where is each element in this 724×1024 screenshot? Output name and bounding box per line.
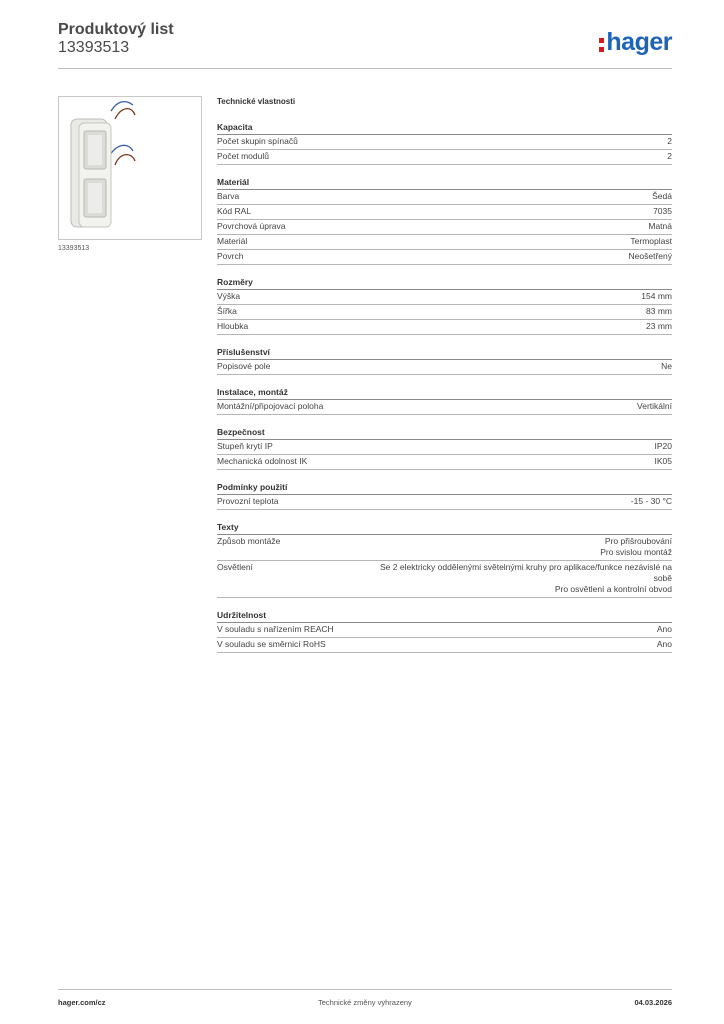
spec-value-line: 2: [667, 136, 672, 146]
spec-value-line: 23 mm: [646, 321, 672, 331]
spec-row: [217, 360, 672, 375]
spec-section: [217, 520, 672, 598]
section-title: Instalace, montáž: [217, 385, 672, 400]
spec-row: [217, 623, 672, 638]
spec-label: Popisové pole: [217, 361, 271, 371]
spec-section: [217, 120, 672, 165]
spec-section: [217, 425, 672, 470]
spec-value: [648, 221, 672, 232]
spec-label: Stupeň krytí IP: [217, 441, 273, 451]
spec-label: Výška: [217, 291, 241, 301]
document-title: Produktový list: [58, 21, 174, 38]
spec-section: [217, 608, 672, 653]
spec-value: [629, 251, 672, 262]
spec-row: [217, 440, 672, 455]
spec-value: [661, 361, 672, 372]
specs-heading: Technické vlastnosti: [217, 97, 296, 106]
spec-section: [217, 480, 672, 510]
spec-label: Povrchová úprava: [217, 221, 286, 231]
spec-value: [667, 136, 672, 147]
spec-value: [655, 441, 673, 452]
spec-sections: [217, 120, 672, 653]
spec-row: [217, 400, 672, 415]
product-image: [58, 96, 202, 240]
section-title: Rozměry: [217, 275, 672, 290]
spec-value-line: IP20: [654, 441, 672, 451]
spec-row: [217, 190, 672, 205]
spec-value-line: Pro osvětlení a kontrolní obvod: [554, 584, 672, 594]
spec-value: [646, 321, 672, 332]
spec-row: [217, 305, 672, 320]
spec-label: Osvětlení: [217, 562, 253, 572]
spec-row: [217, 638, 672, 653]
spec-label: Mechanická odolnost IK: [217, 456, 308, 466]
section-title: Bezpečnost: [217, 425, 672, 440]
spec-value-line: Neošetřený: [628, 251, 672, 261]
spec-value: [667, 151, 672, 162]
logo-text: hager: [606, 28, 672, 56]
page-header: [58, 21, 672, 71]
spec-value: [631, 496, 672, 507]
spec-row: [217, 250, 672, 265]
spec-row: [217, 290, 672, 305]
double-frame-product-icon: [59, 97, 201, 239]
spec-label: V souladu se směrnicí RoHS: [217, 639, 326, 649]
technical-specifications: [217, 96, 672, 663]
spec-value-line: 7035: [653, 206, 672, 216]
spec-value: [380, 562, 672, 595]
spec-value-line: 83 mm: [646, 306, 672, 316]
header-divider: [58, 68, 672, 69]
spec-label: Montážní/připojovací poloha: [217, 401, 324, 411]
spec-row: [217, 561, 672, 598]
spec-value-line: Vertikální: [637, 401, 672, 411]
spec-section: [217, 345, 672, 375]
footer-date: 04.03.2026: [634, 998, 672, 1007]
spec-label: Šířka: [217, 306, 237, 316]
spec-value-line: -15 - 30 °C: [630, 496, 672, 506]
spec-row: [217, 495, 672, 510]
spec-value-line: Termoplast: [630, 236, 672, 246]
spec-label: Materiál: [217, 236, 248, 246]
logo-dots-icon: [599, 29, 604, 52]
spec-value: [637, 401, 672, 412]
section-title: Udržitelnost: [217, 608, 672, 623]
spec-label: Kód RAL: [217, 206, 252, 216]
spec-value: [655, 456, 673, 467]
section-title: Příslušenství: [217, 345, 672, 360]
spec-label: Povrch: [217, 251, 244, 261]
spec-label: Provozní teplota: [217, 496, 279, 506]
spec-value-line: Pro přišroubování: [604, 536, 672, 546]
spec-value-line: Pro svislou montáž: [600, 547, 672, 557]
spec-row: [217, 150, 672, 165]
spec-value-line: Se 2 elektricky oddělenými světelnými kruhy pro aplikace/funkce nezávislé na: [380, 562, 672, 572]
spec-value: [653, 206, 672, 217]
spec-section: [217, 275, 672, 335]
spec-value-line: 2: [667, 151, 672, 161]
section-title: Texty: [217, 520, 672, 535]
spec-value: [646, 306, 672, 317]
spec-value-line: IK05: [654, 456, 672, 466]
spec-value-line: Šedá: [652, 191, 672, 201]
spec-label: Způsob montáže: [217, 536, 281, 546]
footer-notice: Technické změny vyhrazeny: [318, 998, 412, 1007]
spec-row: [217, 205, 672, 220]
spec-row: [217, 535, 672, 561]
section-title: Kapacita: [217, 120, 672, 135]
spec-value: [630, 236, 672, 247]
section-title: Materiál: [217, 175, 672, 190]
spec-section: [217, 175, 672, 265]
spec-row: [217, 320, 672, 335]
spec-value: [657, 639, 672, 650]
spec-value: [641, 291, 672, 302]
footer-divider: [58, 989, 672, 990]
spec-value-line: Ano: [656, 639, 672, 649]
spec-row: [217, 220, 672, 235]
spec-value: [657, 624, 672, 635]
image-caption: 13393513: [58, 245, 90, 252]
spec-label: Počet modulů: [217, 151, 269, 161]
spec-value-line: sobě: [653, 573, 672, 583]
spec-value-line: Ne: [661, 361, 672, 371]
spec-label: Barva: [217, 191, 240, 201]
spec-section: [217, 385, 672, 415]
spec-value-line: Ano: [656, 624, 672, 634]
spec-label: V souladu s nařízením REACH: [217, 624, 334, 634]
spec-value-line: Matná: [648, 221, 672, 231]
spec-value: [652, 191, 672, 202]
spec-row: [217, 235, 672, 250]
spec-label: Počet skupin spínačů: [217, 136, 298, 146]
spec-value-line: 154 mm: [641, 291, 672, 301]
product-number: 13393513: [58, 39, 130, 56]
section-title: Podmínky použití: [217, 480, 672, 495]
spec-row: [217, 135, 672, 150]
spec-label: Hloubka: [217, 321, 249, 331]
hager-logo: [599, 29, 672, 55]
spec-row: [217, 455, 672, 470]
footer-website-link[interactable]: hager.com/cz: [58, 998, 106, 1007]
spec-value: [600, 536, 672, 558]
